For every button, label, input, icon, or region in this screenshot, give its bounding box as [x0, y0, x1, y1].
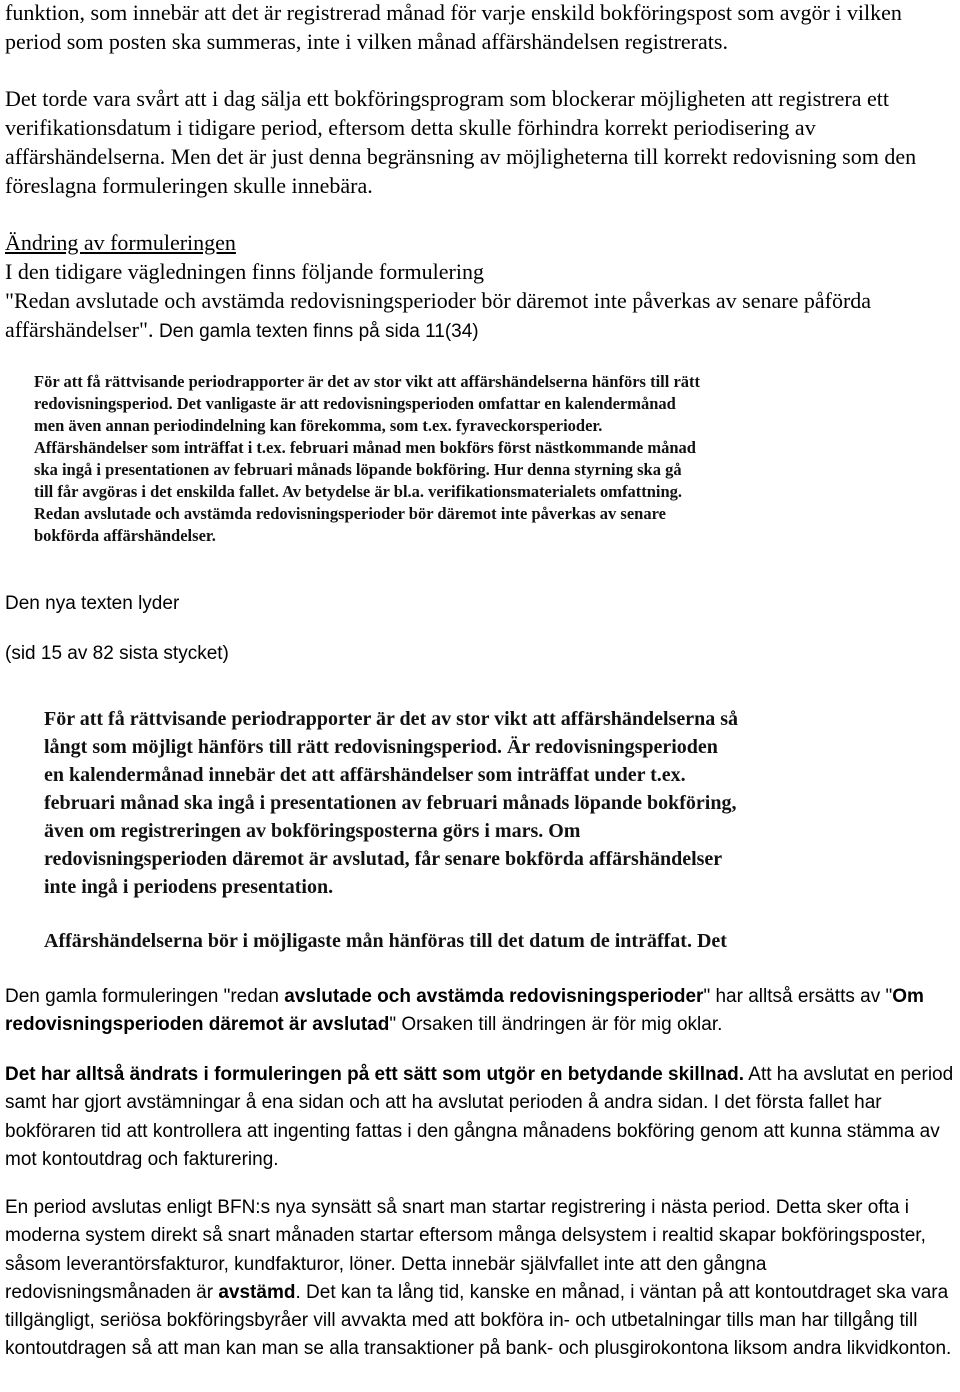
new-text-reference: (sid 15 av 82 sista stycket) [5, 643, 229, 664]
intro-paragraph-end: funktion, som innebär att det är registrerad månad för varje enskild bokföringspost som avgör i vilken period som posten ska summeras, inte i vilken månad affärshändelsen registrerats. [5, 0, 902, 54]
scan-old-line: För att få rättvisande periodrapporter är det av stor vikt att affärshändelserna hänförs till rätt [34, 372, 701, 391]
prior-guidance-intro: I den tidigare vägledningen finns följande formulering [5, 259, 484, 284]
compare-bold-new: Om redovisningsperioden däremot är avslutad [5, 986, 924, 1036]
changed-paragraph [5, 1061, 957, 1174]
prior-guidance-quote-container [5, 286, 957, 346]
change-section [5, 228, 957, 346]
scan-old-line: bokförda affärshändelser. [34, 526, 216, 545]
scan-new-line: inte ingå i periodens presentation. [44, 876, 334, 898]
new-text-label: Den nya texten lyder [5, 593, 180, 614]
change-heading: Ändring av formuleringen [5, 230, 236, 255]
scan-new-line: redovisningsperioden däremot är avslutad, får senare bokförda affärshändelser [44, 848, 723, 870]
changed-bold: Det har alltså ändrats i formuleringen på ett sätt som utgör en betydande skillnad. [5, 1064, 745, 1085]
scan-old-line: redovisningsperiod. Det vanligaste är att redovisningsperioden omfattar en kalendermånad [34, 394, 676, 413]
scan-new-line: även om registreringen av bokföringsposterna görs i mars. Om [44, 820, 581, 842]
scan-new-line: en kalendermånad innebär det att affärshändelser som inträffat under t.ex. [44, 764, 686, 786]
bfn-text: . Det kan ta lång tid, kanske en månad, i väntan på att kontoutdraget ska vara tillgängligt, seriösa bokföringsbyråer vill avvakta med att bokföra in- och utbetalningar tills man har tillgång till kontoutdragen så att man kan man se alla transaktioner på bank- och plusgirokontona liksom andra likvidkonton. [5, 1281, 952, 1360]
scan-new-line: Affärshändelserna bör i möjligaste mån hänföras till det datum de inträffat. Det [44, 930, 727, 952]
scan-old-line: Redan avslutade och avstämda redovisningsperioder bör däremot inte påverkas av senare [34, 504, 666, 523]
compare-text: " Orsaken till ändringen är för mig oklar. [389, 1014, 723, 1036]
scan-old-line: till får avgöras i det enskilda fallet. Av betydelse är bl.a. verifikationsmaterialets omfattning. [34, 482, 683, 501]
compare-bold-old: avslutade och avstämda redovisningsperioder [284, 986, 704, 1007]
scan-new-line: februari månad ska ingå i presentationen av februari månads löpande bokföring, [44, 792, 737, 814]
bfn-bold: avstämd [218, 1281, 296, 1303]
old-text-location: Den gamla texten finns på sida 11(34) [158, 321, 479, 342]
scan-old-line: ska ingå i presentationen av februari månads löpande bokföring. Hur denna styrning ska gå [34, 460, 682, 479]
scan-new-line: För att få rättvisande periodrapporter är det av stor vikt att affärshändelserna så [44, 708, 739, 730]
compare-paragraph [5, 983, 957, 1040]
bfn-paragraph [5, 1194, 957, 1364]
torde-paragraph: Det torde vara svårt att i dag sälja ett bokföringsprogram som blockerar möjligheten att registrera ett verifikationsdatum i tidigare period, eftersom detta skulle förhindra korrekt periodisering av affärshändelserna. Men det är just denna begränsning av möjligheterna till korrekt redovisning som den föreslagna formuleringen skulle innebära. [5, 86, 917, 198]
scan-old-line: Affärshändelser som inträffat i t.ex. februari månad men bokförs först nästkommande månad [34, 438, 696, 457]
changed-text: Att ha avslutat en period samt har gjort avstämningar å ena sidan och att ha avslutat perioden å andra sidan. I det första fallet har bokföraren tid att kontrollera att ingenting fattas i den gångna månadens bokföring genom att kunna stämma av mot kontoutdrag och fakturering. [5, 1064, 954, 1170]
compare-text: Den gamla formuleringen "redan [5, 986, 285, 1007]
scan-old-line: men även annan periodindelning kan förekomma, som t.ex. fyraveckorsperioder. [34, 416, 603, 435]
compare-text: " har alltså ersätts av " [703, 986, 893, 1007]
bfn-text: En period avslutas enligt BFN:s nya synsätt så snart man startar registrering i nästa period. Detta sker ofta i moderna system direkt så snart månaden startar eftersom många delsystem i realtid skapar bokföringsposter, såsom leverantörsfakturor, kundfakturor, löner. Detta innebär självfallet inte att den gångna redovisningsmånaden är [5, 1197, 926, 1303]
prior-guidance-quote: "Redan avslutade och avstämda redovisningsperioder bör däremot inte påverkas av senare påförda affärshändelser". [5, 288, 872, 342]
scan-new-line: långt som möjligt hänförs till rätt redovisningsperiod. Är redovisningsperioden [44, 736, 718, 758]
